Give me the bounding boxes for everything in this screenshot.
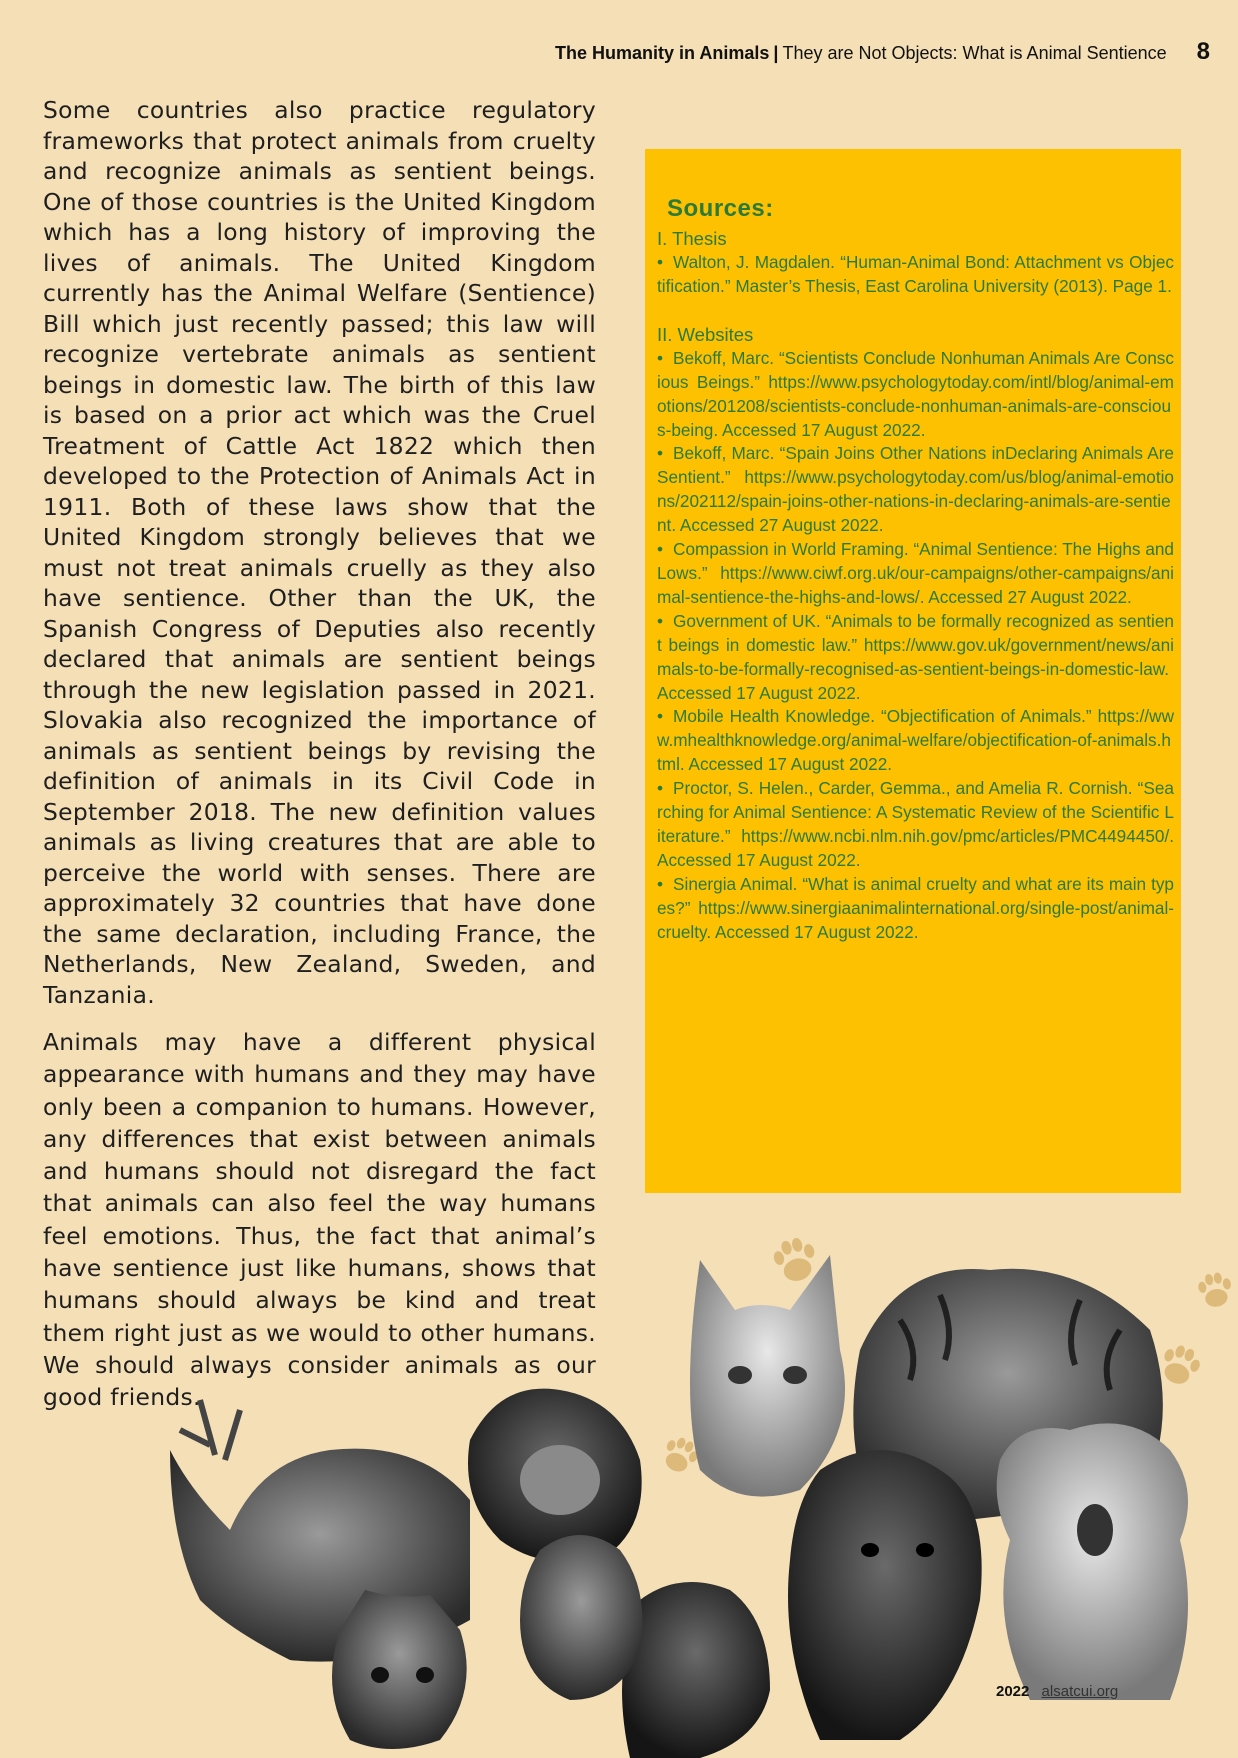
source-item: • Sinergia Animal. “What is animal cruelty and what are its main types?” https://www.sinergiaanimalinternational.org/single-post/animal-cruelty. Accessed 17 August 2022. — [657, 873, 1174, 945]
body-paragraph: Animals may have a different physical appearance with humans and they may have only been a companion to humans. However, any differences that exist between animals and humans should not disregard the fact that animals can also feel the way humans feel emotions. Thus, the fact that animal’s have sentience just like humans, shows that humans should always be kind and treat them right just as we would to other humans. We should always consider animals as our good friends. — [43, 1028, 596, 1412]
koala-silhouette — [997, 1423, 1188, 1700]
header-separator: | — [773, 43, 779, 63]
websites-list — [657, 347, 1174, 945]
source-item: • Compassion in World Framing. “Animal Sentience: The Highs and Lows.” https://www.ciwf.org.uk/our-campaigns/other-campaigns/animal-sentience-the-highs-and-lows/. Accessed 27 August 2022. — [657, 538, 1174, 610]
animal-collage — [0, 1200, 1238, 1758]
sources-section-websites — [657, 323, 1174, 945]
sources-section-thesis — [657, 227, 1174, 299]
sources-heading: Sources: — [667, 195, 774, 222]
spaniel-silhouette — [520, 1535, 643, 1700]
thesis-list — [657, 251, 1174, 299]
sources-box — [645, 149, 1181, 1193]
source-item: • Mobile Health Knowledge. “Objectification of Animals.” https://www.mhealthknowledge.org/animal-welfare/objectification-of-animals.html. Accessed 17 August 2022. — [657, 705, 1174, 777]
footer-site-link[interactable]: alsatcui.org — [1041, 1683, 1119, 1700]
puppy-silhouette — [622, 1582, 770, 1758]
page-header — [300, 38, 1210, 66]
body-paragraph: Some countries also practice regulatory frameworks that protect animals from cruelty and recognize animals as sentient beings. One of those countries is the United Kingdom which has a long history of improving the lives of animals. The United Kingdom currently has the Animal Welfare (Sentience) Bill which just recently passed; this law will recognize vertebrate animals as sentient beings in domestic law. The birth of this law is based on a prior act which was the Cruel Treatment of Cattle Act 1822 which then developed to the Protection of Animals Act in 1911. Both of these laws show that the United Kingdom strongly believes that we must not treat animals cruelly as they also have sentience. Other than the UK, the Spanish Congress of Deputies also recently declared that animals are sentient beings through the new legislation passed in 2021. Slovakia also recognized the importance of animals as sentient beings by revising the definition of animals in its Civil Code in September 2018. The new definition values animals as living creatures that are able to perceive the world with senses. There are approximately 32 countries that have done the same declaration, including France, the Netherlands, New Zealand, Sweden, and Tanzania. — [43, 96, 596, 1009]
section-title: I. Thesis — [657, 228, 727, 249]
source-item: • Bekoff, Marc. “Scientists Conclude Nonhuman Animals Are Conscious Beings.” https://www.psychologytoday.com/intl/blog/animal-emotions/201208/scientists-conclude-nonhuman-animals-are-conscious-being. Accessed 17 August 2022. — [657, 347, 1174, 443]
publication-title: The Humanity in Animals — [555, 43, 770, 63]
section-title: II. Websites — [657, 323, 754, 345]
cat-silhouette — [690, 1255, 845, 1497]
footer-year: 2022 — [996, 1683, 1030, 1700]
source-item: • Government of UK. “Animals to be formally recognized as sentient beings in domestic law.” https://www.gov.uk/government/news/animals-to-be-formally-recognised-as-sentient-beings-in-domestic-law. Accessed 17 August 2022. — [657, 610, 1174, 706]
article-title: They are Not Objects: What is Animal Sentience — [782, 43, 1167, 63]
source-item: • Proctor, S. Helen., Carder, Gemma., and Amelia R. Cornish. “Searching for Animal Sentience: A Systematic Review of the Scientific Literature.” https://www.ncbi.nlm.nih.gov/pmc/articles/PMC4494450/. Accessed 17 August 2022. — [657, 777, 1174, 873]
source-item: • Walton, J. Magdalen. “Human-Animal Bond: Attachment vs Objectification.” Master’s Thesis, East Carolina University (2013). Page 1. — [657, 251, 1174, 299]
page-number: 8 — [1196, 38, 1210, 65]
dachshund-silhouette — [788, 1450, 982, 1740]
source-item: • Bekoff, Marc. “Spain Joins Other Nations inDeclaring Animals Are Sentient.” https://www.psychologytoday.com/us/blog/animal-emotions/202112/spain-joins-other-nations-in-declaring-animals-are-sentient. Accessed 27 August 2022. — [657, 442, 1174, 538]
page-footer — [996, 1683, 1118, 1700]
